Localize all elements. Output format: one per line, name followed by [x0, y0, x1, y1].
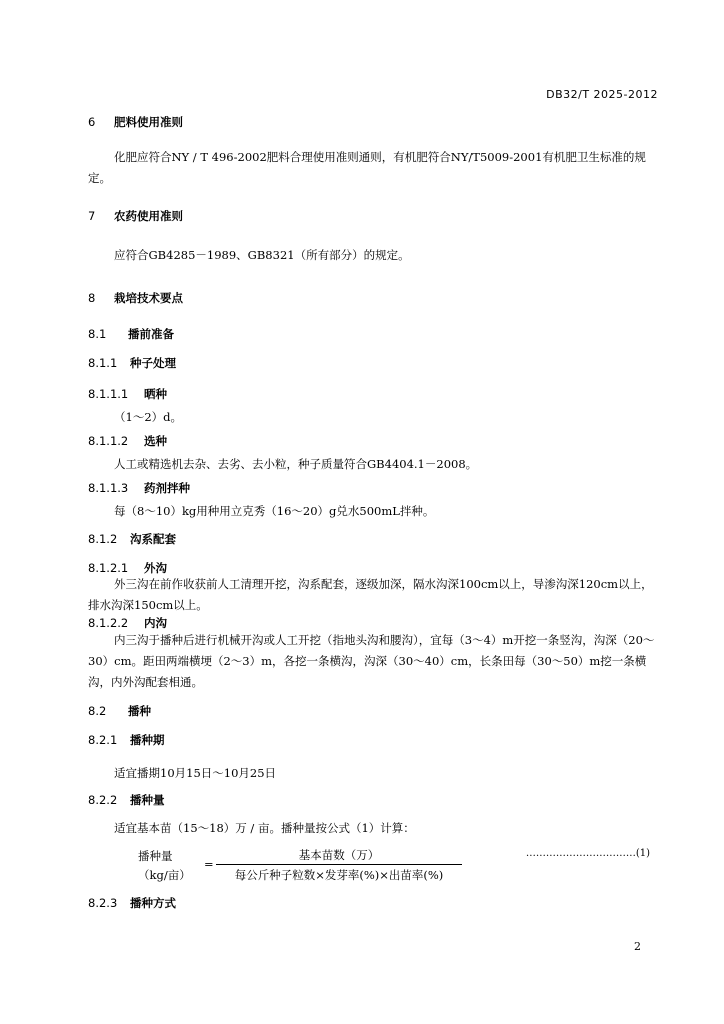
paragraph-8-1-2-2: 内三沟于播种后进行机械开沟或人工开挖（指地头沟和腰沟），宜每（3～4）m开挖一条竖沟，沟深（20～30）cm。距田两端横埂（2～3）m，各挖一条横沟，沟深（30～40）cm，长条田每（30～50）m挖一条横沟，内外沟配套相通。 [88, 633, 655, 689]
paragraph-8-2-1: 适宜播期10月15日～10月25日 [114, 766, 277, 780]
heading-8-1-1-2 [88, 433, 167, 449]
heading-number: 8.1.1.1 [88, 387, 129, 401]
heading-title: 播种量 [130, 793, 165, 807]
heading-8-1-1-3 [88, 480, 190, 496]
paragraph-6: 化肥应符合NY / T 496-2002肥料合理使用准则通则，有机肥符合NY/T5009-2001有机肥卫生标准的规定。 [88, 150, 646, 185]
heading-8-1 [88, 326, 174, 342]
formula-lhs-label: 播种量 [138, 849, 173, 863]
heading-title: 选种 [144, 434, 167, 448]
page-number: 2 [634, 940, 641, 953]
heading-title: 栽培技术要点 [114, 291, 183, 305]
heading-title: 播前准备 [128, 327, 174, 341]
heading-number: 8.2.2 [88, 793, 118, 807]
heading-number: 8.1.1.2 [88, 434, 129, 448]
heading-number: 8.2.3 [88, 896, 118, 910]
heading-number: 8.1 [88, 327, 107, 341]
heading-title: 播种 [128, 704, 151, 718]
heading-title: 肥料使用准则 [114, 115, 183, 129]
heading-title: 外沟 [144, 561, 167, 575]
heading-number: 8.1.1.3 [88, 481, 129, 495]
heading-number: 8.1.2.2 [88, 616, 129, 630]
heading-number: 8.2.1 [88, 733, 118, 747]
paragraph-8-1-1-2: 人工或精选机去杂、去劣、去小粒，种子质量符合GB4404.1－2008。 [114, 457, 478, 471]
heading-number: 8.2 [88, 704, 107, 718]
heading-8-2-1 [88, 732, 165, 748]
heading-number: 6 [88, 115, 96, 129]
heading-number: 8 [88, 291, 96, 305]
heading-number: 8.1.2 [88, 532, 118, 546]
heading-title: 晒种 [144, 387, 167, 401]
heading-8-1-1 [88, 355, 176, 371]
seeding-rate-formula [138, 845, 658, 885]
heading-8-2-2 [88, 792, 165, 808]
heading-8-2-3 [88, 895, 176, 911]
heading-8-1-1-1 [88, 386, 167, 402]
heading-number: 8.1.2.1 [88, 561, 129, 575]
heading-8-1-2 [88, 531, 176, 547]
standard-code-header: DB32/T 2025-2012 [546, 88, 658, 101]
heading-title: 内沟 [144, 616, 167, 630]
heading-number: 8.1.1 [88, 356, 118, 370]
heading-7 [88, 208, 183, 224]
heading-title: 沟系配套 [130, 532, 176, 546]
formula-denominator: 每公斤种子粒数×发芽率(%)×出苗率(%) [234, 868, 444, 882]
heading-number: 7 [88, 209, 96, 223]
formula-numerator: 基本苗数（万） [298, 848, 380, 862]
formula-lhs-unit: （kg/亩） [138, 868, 191, 882]
heading-title: 药剂拌种 [144, 481, 190, 495]
paragraph-7: 应符合GB4285－1989、GB8321（所有部分）的规定。 [114, 248, 410, 262]
paragraph-8-1-2-1: 外三沟在前作收获前人工清理开挖，沟系配套，逐级加深，隔水沟深100cm以上，导渗沟深120cm以上，排水沟深150cm以上。 [88, 577, 653, 612]
paragraph-8-1-1-3: 每（8～10）kg用种用立克秀（16～20）g兑水500mL拌种。 [114, 504, 435, 518]
heading-8-1-2-2 [88, 615, 167, 631]
heading-6 [88, 114, 183, 130]
heading-8-2 [88, 703, 151, 719]
formula-equals-sign: = [204, 857, 214, 871]
heading-title: 农药使用准则 [114, 209, 183, 223]
formula-number: ……………………………(1) [525, 848, 650, 859]
heading-title: 播种方式 [130, 896, 176, 910]
heading-title: 播种期 [130, 733, 165, 747]
heading-8 [88, 290, 183, 306]
heading-title: 种子处理 [130, 356, 176, 370]
paragraph-8-2-2: 适宜基本苗（15～18）万 / 亩。播种量按公式（1）计算： [114, 821, 415, 835]
paragraph-8-1-1-1: （1～2）d。 [114, 410, 182, 424]
fraction-bar [216, 864, 462, 865]
